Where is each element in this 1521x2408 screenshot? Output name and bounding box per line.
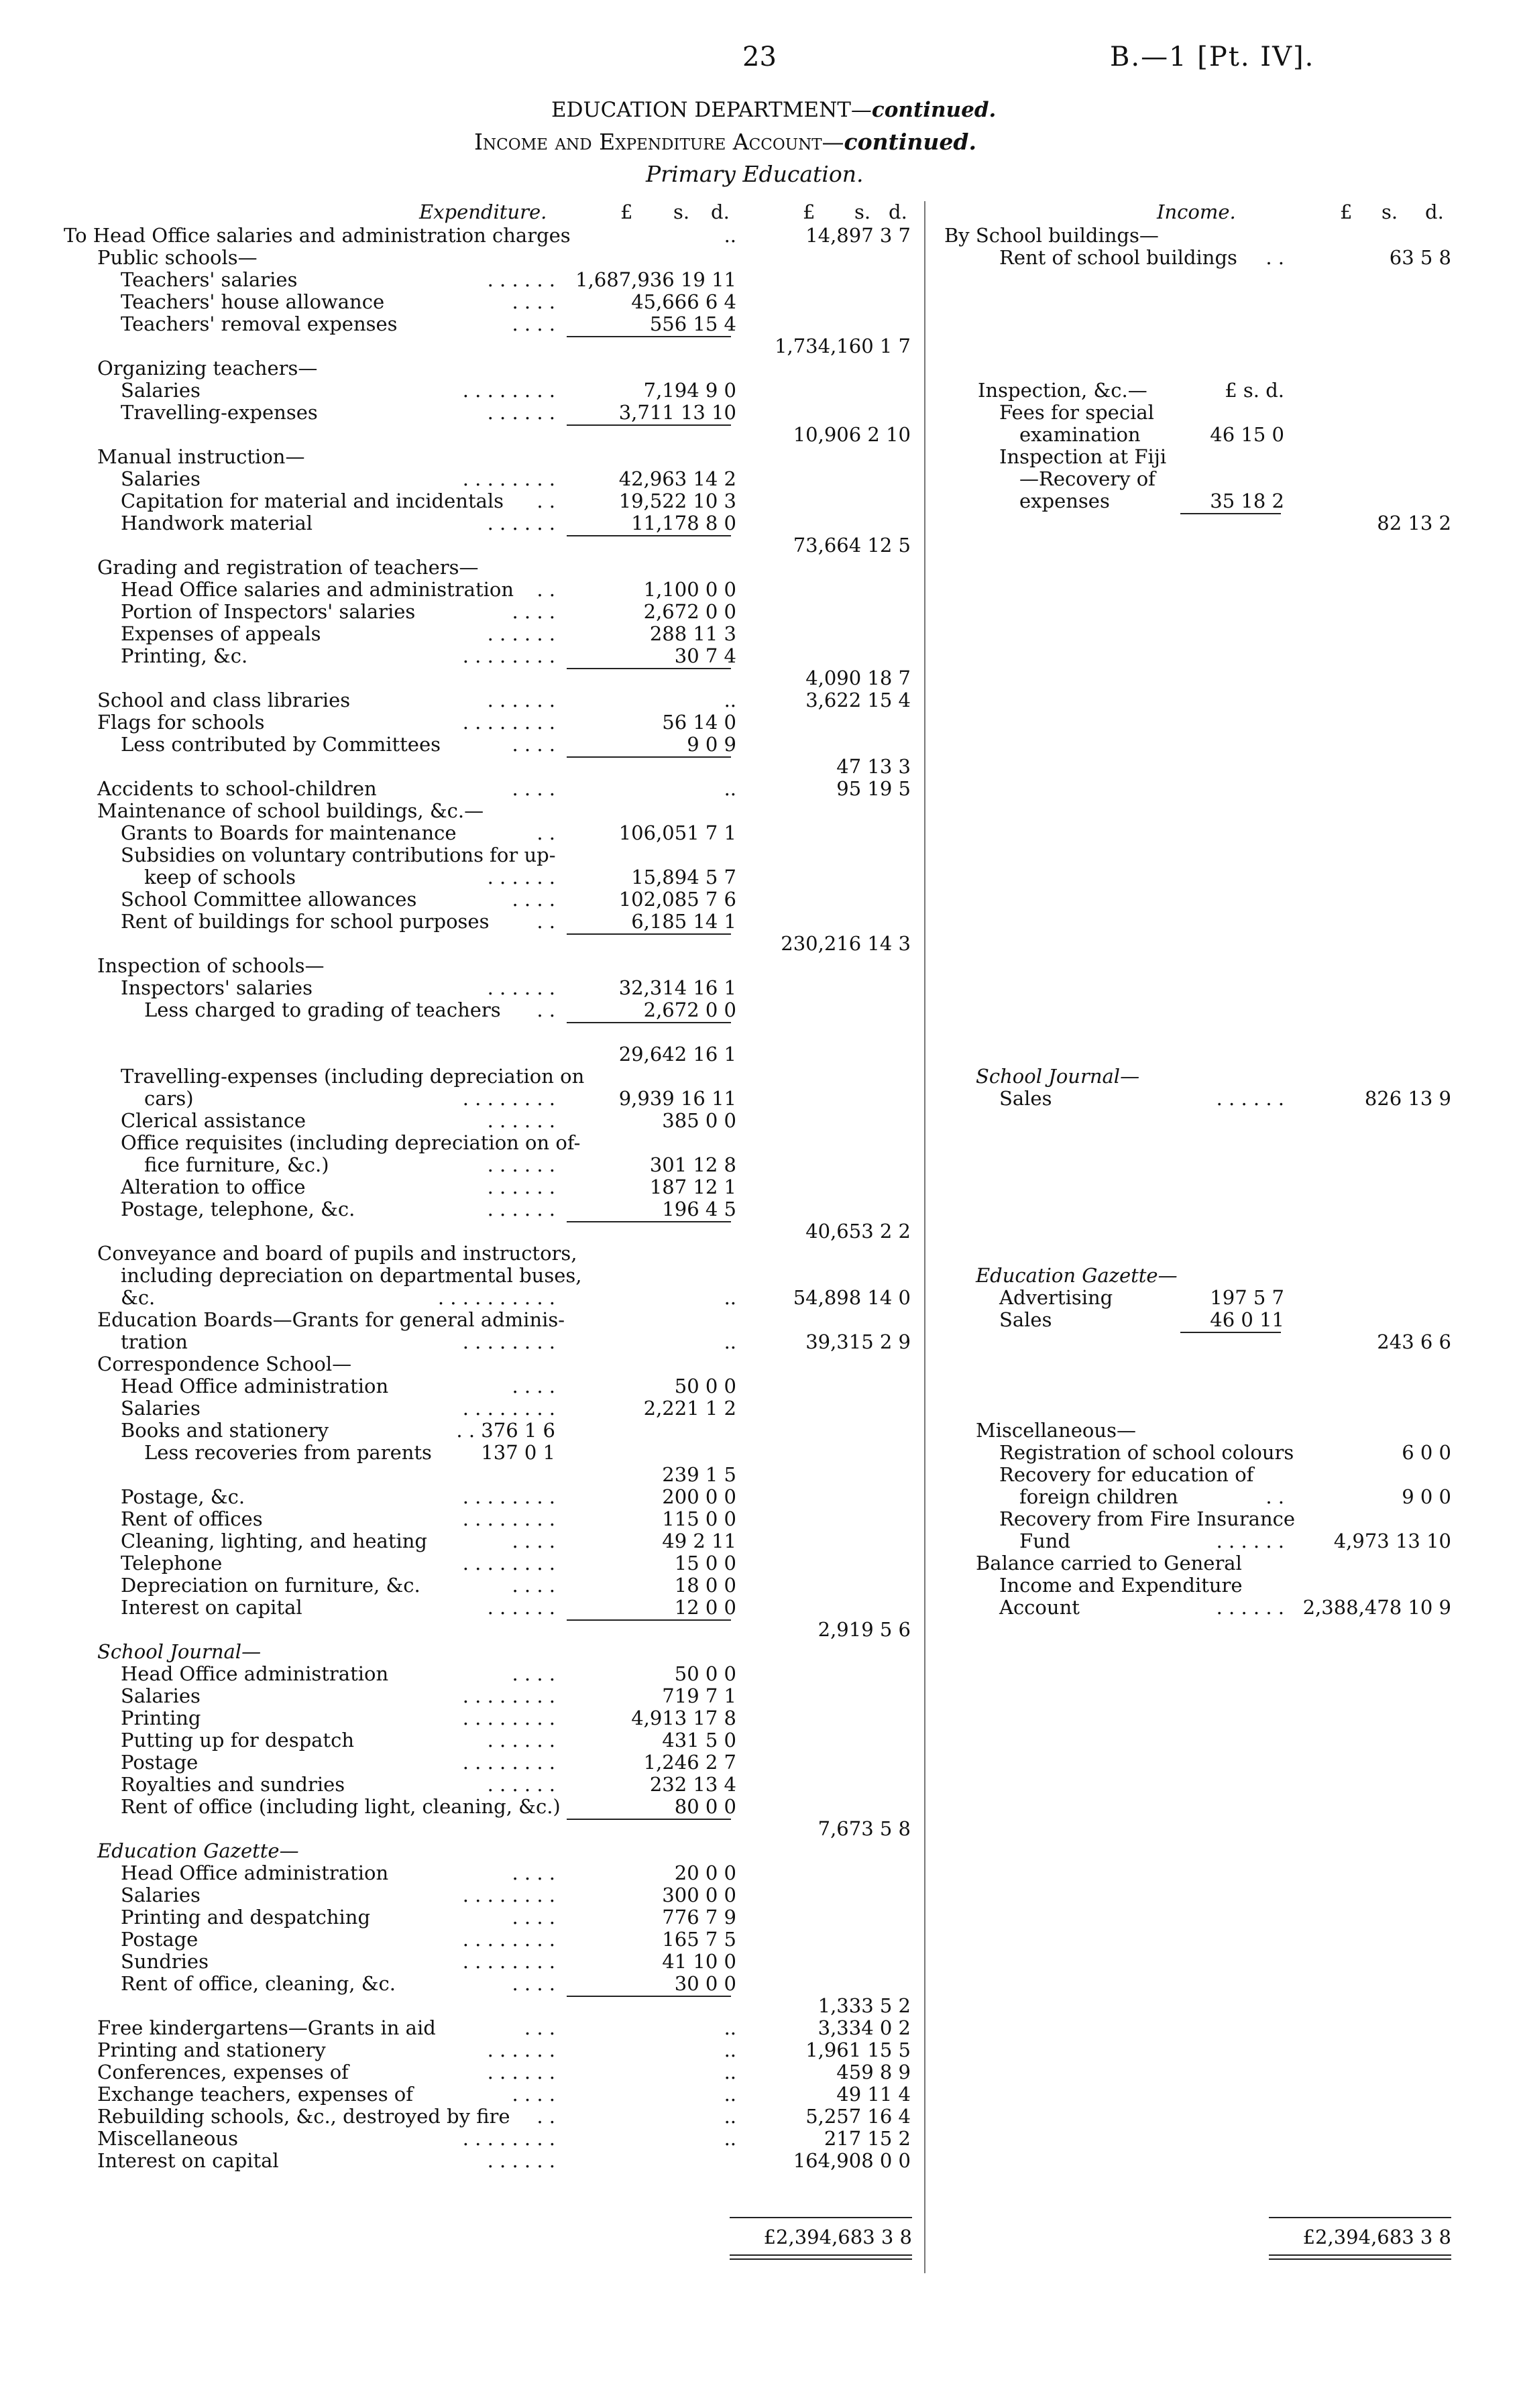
expenditure-label: Postage [121, 1751, 199, 1774]
income-sub-amount: 197 5 7 [1210, 1286, 1284, 1309]
leader-dots: . . . . . . [487, 689, 555, 711]
subtotal-rule [567, 1022, 731, 1023]
income-label: examination [1019, 423, 1141, 446]
income-label: Rent of school buildings [999, 246, 1237, 269]
amount-inner: 102,085 7 6 [618, 888, 736, 911]
section-heading: Primary Education. [646, 161, 864, 187]
expenditure-label: Education Gazette— [97, 1839, 299, 1862]
income-amount: 6 0 0 [1402, 1441, 1451, 1464]
income-label: Fund [1019, 1530, 1071, 1552]
leader-dots: . . . . . . [487, 1198, 555, 1220]
amount-inner: .. [724, 2105, 736, 2128]
income-amount: 826 13 9 [1364, 1087, 1451, 1110]
income-subtotal-rule [1180, 1332, 1281, 1333]
total-rule-under-2 [730, 2258, 912, 2260]
expenditure-label: School and class libraries [97, 689, 351, 711]
amount-inner: 42,963 14 2 [618, 467, 736, 490]
expenditure-label: Sundries [121, 1950, 209, 1973]
amount-inner: .. [724, 224, 736, 247]
income-label: School Journal— [976, 1065, 1140, 1088]
leader-dots: . . [537, 821, 555, 844]
amount-inner: 200 0 0 [662, 1485, 736, 1508]
amount-outer: 5,257 16 4 [805, 2105, 911, 2128]
leader-dots: . . . . . . [487, 1729, 555, 1752]
expenditure-label: Expenses of appeals [121, 622, 321, 645]
amount-inner: .. [724, 2016, 736, 2039]
amount-inner: 300 0 0 [662, 1884, 736, 1906]
leader-dots: . . . . [512, 600, 555, 623]
expenditure-label: Grading and registration of teachers— [97, 556, 479, 579]
amount-inner: 30 0 0 [674, 1972, 736, 1995]
amount-outer: 4,090 18 7 [805, 667, 911, 689]
expenditure-label: School Committee allowances [121, 888, 417, 911]
amount-inner: .. [724, 689, 736, 711]
total-rule-under-1 [730, 2254, 912, 2256]
leader-dots: . . . . . . [487, 866, 555, 888]
amount-inner: 385 0 0 [662, 1109, 736, 1132]
amount-inner: 41 10 0 [662, 1950, 736, 1973]
expenditure-label: Miscellaneous [97, 2127, 238, 2150]
income-amount: 63 5 8 [1389, 246, 1451, 269]
expenditure-label: Conferences, expenses of [97, 2061, 349, 2083]
subtotal-rule [567, 756, 731, 758]
amount-inner: 12 0 0 [674, 1596, 736, 1619]
expenditure-label: Travelling-expenses [121, 401, 318, 424]
pence-col-income: d. [1425, 200, 1444, 223]
report-reference: B.—1 [Pt. IV]. [1110, 42, 1315, 72]
subtotal-rule [567, 1619, 731, 1621]
amount-inner: 15 0 0 [674, 1552, 736, 1574]
income-label: —Recovery of [1019, 467, 1156, 490]
amount-outer: 47 13 3 [836, 755, 911, 778]
leader-dots: . . . . [512, 1662, 555, 1685]
income-heading: Income. [1157, 200, 1236, 223]
amount-inner: 556 15 4 [649, 312, 736, 335]
amount-inner: 50 0 0 [674, 1662, 736, 1685]
income-amount: 9 0 0 [1402, 1485, 1451, 1508]
income-label: Fees for special [999, 401, 1154, 424]
expenditure-label: Public schools— [97, 246, 258, 269]
expenditure-label: including depreciation on departmental buses, [121, 1264, 582, 1287]
leader-dots: . . . . [512, 1972, 555, 1995]
expenditure-label: Portion of Inspectors' salaries [121, 600, 416, 623]
income-amount: 82 13 2 [1377, 512, 1451, 534]
amount-inner: .. [724, 2061, 736, 2083]
expenditure-label: &c. [121, 1286, 156, 1309]
leader-dots: . . . . . . [487, 2039, 555, 2061]
amount-inner: 45,666 6 4 [631, 290, 736, 313]
income-label: foreign children [1019, 1485, 1178, 1508]
leader-dots: . . . . [512, 2083, 555, 2106]
amount-inner: 15,894 5 7 [631, 866, 736, 888]
expenditure-heading: Expenditure. [419, 200, 547, 223]
income-label: Recovery for education of [999, 1463, 1254, 1486]
income-sub-amount: 35 18 2 [1210, 490, 1284, 512]
amount-outer: 54,898 14 0 [793, 1286, 911, 1309]
subtotal-rule [567, 424, 731, 426]
shilling-col-income: s. [1382, 200, 1398, 223]
expenditure-label: Head Office salaries and administration [121, 578, 514, 601]
expenditure-label: Depreciation on furniture, &c. [121, 1574, 420, 1597]
amount-inner: 29,642 16 1 [618, 1043, 736, 1066]
leader-dots: . . . . . . . . [462, 1950, 555, 1973]
shilling-col-a: s. [673, 200, 690, 223]
leader-dots: . . . . [512, 777, 555, 800]
income-label: Inspection, &c.— [978, 379, 1147, 402]
amount-outer: 49 11 4 [836, 2083, 911, 2106]
leader-dots: . . . . . . . . [462, 2127, 555, 2150]
leader-dots: . . . . [512, 1861, 555, 1884]
amount-outer: 3,334 0 2 [818, 2016, 911, 2039]
leader-dots: . . . . [512, 1574, 555, 1597]
expenditure-label: Subsidies on voluntary contributions for up- [121, 844, 556, 866]
income-sub-amount: . . . . . . [1216, 1087, 1284, 1110]
amount-inner: 19,522 10 3 [618, 490, 736, 512]
amount-inner: 187 12 1 [649, 1176, 736, 1198]
pound-col-income: £ [1340, 200, 1353, 223]
expenditure-label: Organizing teachers— [97, 357, 318, 380]
expenditure-label: Handwork material [121, 512, 313, 534]
leader-dots: . . . . [512, 888, 555, 911]
leader-dots: . . . . . . [487, 622, 555, 645]
income-sub-amount: . . . . . . [1216, 1530, 1284, 1552]
income-total-rule-under-1 [1269, 2254, 1451, 2256]
amount-outer: 10,906 2 10 [793, 423, 911, 446]
expenditure-label: Free kindergartens—Grants in aid [97, 2016, 436, 2039]
expenditure-label: Salaries [121, 467, 201, 490]
expenditure-label: Office requisites (including depreciation on of- [121, 1131, 581, 1154]
expenditure-label: Flags for schools [97, 711, 265, 734]
leader-dots: . . [537, 578, 555, 601]
expenditure-total: £2,394,683 3 8 [763, 2226, 912, 2248]
leader-dots: . . . . [512, 290, 555, 313]
expenditure-label: Travelling-expenses (including depreciation on [121, 1065, 585, 1088]
amount-outer: 217 15 2 [824, 2127, 911, 2150]
amount-outer: 39,315 2 9 [805, 1330, 911, 1353]
amount-inner: 2,672 0 0 [643, 600, 736, 623]
expenditure-label: cars) [144, 1087, 194, 1110]
amount-inner: 2,221 1 2 [643, 1397, 736, 1420]
subtotal-rule [567, 668, 731, 669]
expenditure-label: Maintenance of school buildings, &c.— [97, 799, 484, 822]
amount-inner: .. [724, 777, 736, 800]
expenditure-label: keep of schools [144, 866, 296, 888]
leader-dots: . . . . . . . . [462, 1707, 555, 1729]
expenditure-label: Inspection of schools— [97, 954, 325, 977]
expenditure-label: Printing [121, 1707, 201, 1729]
amount-inner: 7,194 9 0 [643, 379, 736, 402]
leader-dots: . . . . . . [487, 401, 555, 424]
leader-dots: . . [537, 910, 555, 933]
expenditure-label: Head Office administration [121, 1662, 389, 1685]
leader-dots: . . . . . . . . [462, 1507, 555, 1530]
expenditure-label: Rebuilding schools, &c., destroyed by fire [97, 2105, 510, 2128]
amount-inner: 9,939 16 11 [618, 1087, 736, 1110]
amount-inner: .. [724, 2039, 736, 2061]
leader-dots: . . . . . . . . [462, 644, 555, 667]
income-total: £2,394,683 3 8 [1302, 2226, 1451, 2248]
expenditure-label: Postage, &c. [121, 1485, 245, 1508]
amount-inner: 80 0 0 [674, 1795, 736, 1818]
amount-inner: 106,051 7 1 [618, 821, 736, 844]
expenditure-label: Accidents to school-children [97, 777, 377, 800]
subtotal-rule [567, 1819, 731, 1820]
leader-dots: . . . . . . [487, 2149, 555, 2172]
amount-outer: 1,333 5 2 [818, 1994, 911, 2017]
income-label: Sales [999, 1308, 1052, 1331]
leader-dots: . . [537, 490, 555, 512]
amount-outer: 164,908 0 0 [793, 2149, 911, 2172]
pence-col-a: d. [711, 200, 730, 223]
amount-outer: 3,622 15 4 [805, 689, 911, 711]
amount-inner: 1,100 0 0 [643, 578, 736, 601]
amount-outer: 1,734,160 1 7 [775, 335, 911, 357]
leader-dots: . . . . . . . . . . [437, 1286, 555, 1309]
account-heading: Income and Expenditure Account—continued. [474, 129, 976, 155]
expenditure-label: Cleaning, lighting, and heating [121, 1530, 427, 1552]
amount-inner: 18 0 0 [674, 1574, 736, 1597]
income-amount: 4,973 13 10 [1333, 1530, 1451, 1552]
pence-col-b: d. [889, 200, 907, 223]
expenditure-label: Clerical assistance [121, 1109, 306, 1132]
income-label: Education Gazette— [976, 1264, 1178, 1287]
page-number: 23 [742, 42, 777, 72]
expenditure-label: Royalties and sundries [121, 1773, 345, 1796]
income-amount: 2,388,478 10 9 [1302, 1596, 1451, 1619]
leader-dots: . . [537, 2105, 555, 2128]
amount-inner: 32,314 16 1 [618, 976, 736, 999]
leader-dots: . . . . [512, 733, 555, 756]
amount-outer: 73,664 12 5 [793, 534, 911, 557]
income-label: Recovery from Fire Insurance [999, 1507, 1296, 1530]
expenditure-label: Less contributed by Committees [121, 733, 441, 756]
leader-dots: . . . [524, 2016, 555, 2039]
amount-inner: 9 0 9 [687, 733, 736, 756]
income-label: Inspection at Fiji [999, 445, 1167, 468]
leader-dots: . . . . [512, 1530, 555, 1552]
pound-col-a: £ [620, 200, 633, 223]
expenditure-label: Less charged to grading of teachers [144, 998, 501, 1021]
amount-outer: 7,673 5 8 [818, 1817, 911, 1840]
expenditure-label: Telephone [121, 1552, 223, 1574]
income-sub-amount: £ s. d. [1225, 379, 1284, 402]
amount-outer: 14,897 3 7 [805, 224, 911, 247]
income-label: Registration of school colours [999, 1441, 1294, 1464]
leader-dots: . . . . . . . . [462, 711, 555, 734]
expenditure-label: Teachers' house allowance [121, 290, 385, 313]
subtotal-rule [567, 1996, 731, 1997]
department-heading: EDUCATION DEPARTMENT—continued. [551, 98, 997, 122]
income-amount: 243 6 6 [1377, 1330, 1451, 1353]
expenditure-label: Salaries [121, 1397, 201, 1420]
expenditure-label: Education Boards—Grants for general adminis- [97, 1308, 565, 1331]
leader-dots: . . . . . . [487, 2061, 555, 2083]
amount-inner: 6,185 14 1 [631, 910, 736, 933]
expenditure-label: Salaries [121, 1684, 201, 1707]
amount-inner: .. [724, 1286, 736, 1309]
income-label: Miscellaneous— [976, 1419, 1136, 1442]
income-label: Advertising [999, 1286, 1113, 1309]
expenditure-label: Rent of offices [121, 1507, 263, 1530]
income-total-rule-under-2 [1269, 2258, 1451, 2260]
income-label: By School buildings— [944, 224, 1159, 247]
expenditure-label: Head Office administration [121, 1861, 389, 1884]
amount-inner: 49 2 11 [662, 1530, 736, 1552]
income-total-rule-top [1269, 2217, 1451, 2218]
expenditure-label: Alteration to office [121, 1176, 306, 1198]
income-label: Balance carried to General [976, 1552, 1242, 1574]
expenditure-label: Printing, &c. [121, 644, 248, 667]
amount-outer: 95 19 5 [836, 777, 911, 800]
income-sub-amount: . . . . . . [1216, 1596, 1284, 1619]
leader-dots: . . . . . . [487, 1176, 555, 1198]
expenditure-label: Teachers' salaries [121, 268, 298, 291]
subtotal-rule [567, 933, 731, 935]
expenditure-label: Capitation for material and incidentals [121, 490, 504, 512]
income-subtotal-rule [1180, 513, 1281, 514]
subtotal-rule [567, 535, 731, 536]
leader-dots: . . . . . . [487, 1153, 555, 1176]
leader-dots: . . . . . . . . [462, 1552, 555, 1574]
expenditure-label: Rent of buildings for school purposes [121, 910, 490, 933]
leader-dots: . . . . [512, 312, 555, 335]
amount-inner: 30 7 4 [674, 644, 736, 667]
subtotal-rule [567, 336, 731, 337]
amount-inner: .. [724, 1330, 736, 1353]
amount-inner: .. [724, 2083, 736, 2106]
expenditure-label: Conveyance and board of pupils and instructors, [97, 1242, 577, 1265]
amount-inner: 301 12 8 [649, 1153, 736, 1176]
amount-inner: 165 7 5 [662, 1928, 736, 1951]
expenditure-label: Salaries [121, 1884, 201, 1906]
leader-dots: . . . . . . . . [462, 1330, 555, 1353]
amount-inner: 719 7 1 [662, 1684, 736, 1707]
leader-dots: . . . . . . . . [462, 379, 555, 402]
amount-outer: 459 8 9 [836, 2061, 911, 2083]
expenditure-label: Postage, telephone, &c. [121, 1198, 355, 1220]
expenditure-label: Inspectors' salaries [121, 976, 313, 999]
leader-dots: . . . . . . . . [462, 1751, 555, 1774]
amount-outer: 40,653 2 2 [805, 1220, 911, 1243]
expenditure-label: tration [121, 1330, 188, 1353]
amount-inner: 4,913 17 8 [631, 1707, 736, 1729]
income-label: expenses [1019, 490, 1110, 512]
amount-inner: 239 1 5 [662, 1463, 736, 1486]
income-label: Sales [999, 1087, 1052, 1110]
leader-dots: . . . . . . [487, 512, 555, 534]
leader-dots: . . . . . . . . [462, 1485, 555, 1508]
expenditure-label: Less recoveries from parents [144, 1441, 432, 1464]
expenditure-label: Printing and stationery [97, 2039, 326, 2061]
expenditure-label: Teachers' removal expenses [121, 312, 398, 335]
amount-inner: 11,178 8 0 [631, 512, 736, 534]
shilling-col-b: s. [854, 200, 871, 223]
expenditure-label: Rent of office (including light, cleaning, &c.) [121, 1795, 561, 1818]
subtotal-rule [567, 1221, 731, 1222]
leader-dots: . . [537, 998, 555, 1021]
expenditure-label: Grants to Boards for maintenance [121, 821, 457, 844]
expenditure-label: To Head Office salaries and administration charges [64, 224, 571, 247]
amount-inner: 3,711 13 10 [618, 401, 736, 424]
amount-inner: 50 0 0 [674, 1375, 736, 1397]
income-sub-amount: 46 0 11 [1210, 1308, 1284, 1331]
income-label: Income and Expenditure [999, 1574, 1243, 1597]
income-sub-amount: . . [1265, 1485, 1284, 1508]
leader-dots: . . . . . . [487, 1109, 555, 1132]
leader-dots: . . . . . . . . [462, 1884, 555, 1906]
income-sub-amount: 46 15 0 [1210, 423, 1284, 446]
amount-inner: 776 7 9 [662, 1906, 736, 1929]
leader-dots: . . . . . . [487, 1773, 555, 1796]
pound-col-b: £ [803, 200, 815, 223]
leader-dots: . . . . [512, 1906, 555, 1929]
expenditure-label: Rent of office, cleaning, &c. [121, 1972, 396, 1995]
expenditure-label: Interest on capital [121, 1596, 302, 1619]
leader-dots: . . . . [512, 1375, 555, 1397]
expenditure-label: School Journal— [97, 1640, 262, 1663]
leader-dots: . . . . . . . . [462, 1684, 555, 1707]
leader-dots: . . . . . . [487, 976, 555, 999]
amount-inner: 1,687,936 19 11 [575, 268, 736, 291]
income-sub-amount: . . [1265, 246, 1284, 269]
expenditure-label: Printing and despatching [121, 1906, 371, 1929]
amount-inner: 431 5 0 [662, 1729, 736, 1752]
expenditure-label: Head Office administration [121, 1375, 389, 1397]
amount-outer: 1,961 15 5 [805, 2039, 911, 2061]
amount-inner: 56 14 0 [662, 711, 736, 734]
amount-inner: 232 13 4 [649, 1773, 736, 1796]
leader-dots: . . . . . . . . [462, 1928, 555, 1951]
leader-dots: . . 376 1 6 [456, 1419, 555, 1442]
amount-inner: 2,672 0 0 [643, 998, 736, 1021]
amount-inner: .. [724, 2127, 736, 2150]
leader-dots: . . . . . . . . [462, 1397, 555, 1420]
amount-outer: 2,919 5 6 [818, 1618, 911, 1641]
expenditure-label: Correspondence School— [97, 1353, 352, 1375]
expenditure-label: Exchange teachers, expenses of [97, 2083, 413, 2106]
expenditure-label: Putting up for despatch [121, 1729, 354, 1752]
expenditure-label: fice furniture, &c.) [144, 1153, 329, 1176]
amount-inner: 20 0 0 [674, 1861, 736, 1884]
amount-inner: 196 4 5 [662, 1198, 736, 1220]
expenditure-label: Manual instruction— [97, 445, 305, 468]
expenditure-label: Salaries [121, 379, 201, 402]
income-label: Account [999, 1596, 1080, 1619]
amount-inner: 1,246 2 7 [643, 1751, 736, 1774]
amount-inner: 288 11 3 [649, 622, 736, 645]
expenditure-label: Postage [121, 1928, 199, 1951]
total-rule-top [730, 2217, 912, 2218]
amount-inner: 115 0 0 [662, 1507, 736, 1530]
amount-outer: 230,216 14 3 [781, 932, 911, 955]
leader-dots: . . . . . . . . [462, 1087, 555, 1110]
leader-dots: 137 0 1 [481, 1441, 555, 1464]
expenditure-label: Interest on capital [97, 2149, 279, 2172]
leader-dots: . . . . . . . . [462, 467, 555, 490]
column-divider [924, 201, 925, 2273]
expenditure-label: Books and stationery [121, 1419, 329, 1442]
leader-dots: . . . . . . [487, 1596, 555, 1619]
leader-dots: . . . . . . [487, 268, 555, 291]
